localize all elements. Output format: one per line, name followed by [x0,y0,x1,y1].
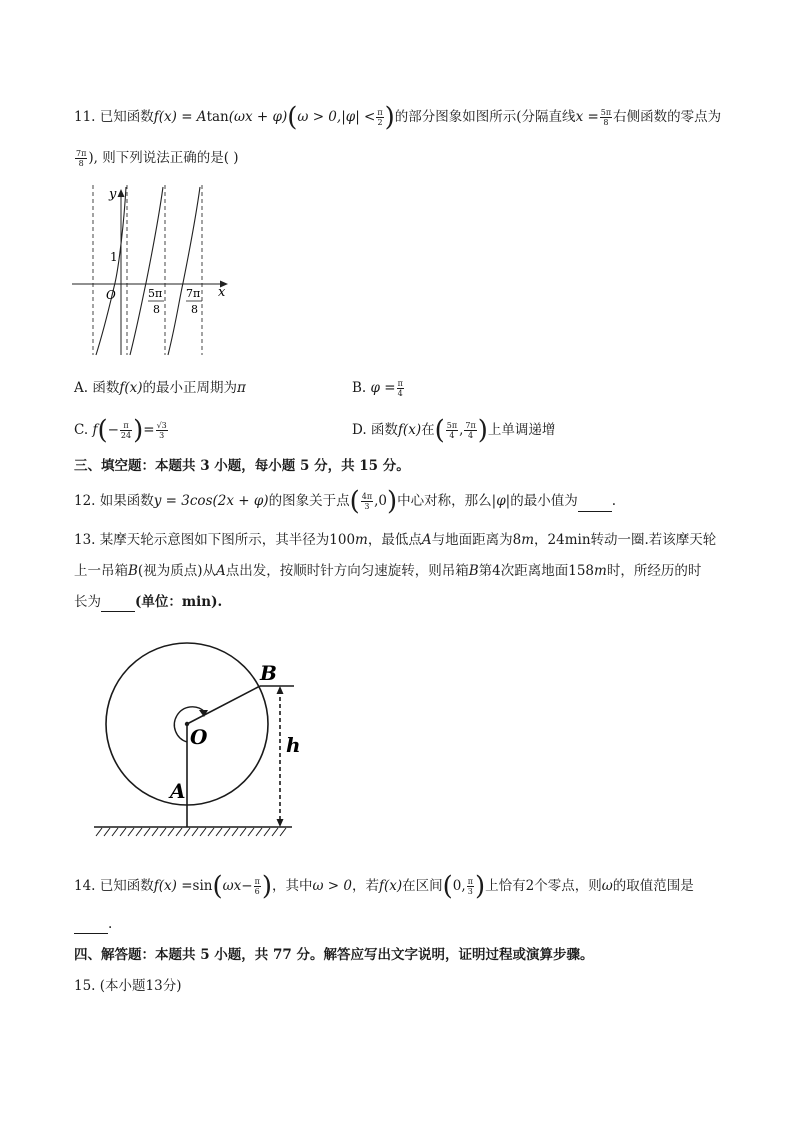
den: 8 [603,118,609,127]
q11-frac-pi2 [376,108,383,127]
q13-t: 时，所经历的时 [606,563,702,579]
den: 4 [468,431,474,440]
q11-f: f(x) = A [153,109,207,125]
tick-7pi8-den: 8 [191,303,198,316]
tan-graph [68,183,238,358]
paren: ( [442,871,453,902]
num: π [377,108,383,117]
den: 8 [78,159,84,168]
center-o-label: O [190,725,208,749]
num: π [467,877,473,886]
ground-hatching [96,828,286,836]
tick-5pi8-den: 8 [153,303,160,316]
option-d-pre: D. 函数 [352,422,398,438]
q11-tan: tan [206,109,229,125]
num: π [120,421,132,431]
option-a-pre: A. 函数 [74,380,120,396]
paren: ( [287,102,298,133]
q14-line2 [74,914,112,934]
q14-text2: ，其中 [271,878,313,894]
den: 3 [467,887,473,896]
paren: ) [261,871,272,902]
paren: ) [133,415,144,446]
option-c-val [156,421,168,440]
q14-int-frac [467,877,474,896]
num: 7π [465,421,476,430]
q14-cond: ω > 0 [312,878,352,894]
q13-t: ，最低点 [367,532,422,548]
option-d-post: 上单调递增 [487,422,556,438]
q12-text3: 中心对称，那么 [397,493,492,509]
x-label: x [218,285,226,300]
q13-t: min转动一圈.若该摩天轮 [564,532,717,548]
option-d-frac1 [446,421,458,440]
tan-branch [130,187,163,355]
q15-heading: 15. (本小题13分) [74,978,182,994]
q12-expr: y = 3cos(2x + φ) [153,493,269,509]
num: √3 [156,421,167,430]
ferris-wheel-figure [88,640,303,845]
one-label: 1 [110,250,118,264]
q13-t: 次距离地面 [500,563,569,579]
q13-line2 [74,561,701,581]
q13-point-b: B [128,563,138,579]
q11-option-d [352,415,556,446]
y-axis-arrow [118,189,125,197]
q14-fx: f(x) [378,878,403,894]
q12-end: . [611,493,616,509]
q11-line2 [74,148,239,168]
paren: ) [477,415,488,446]
q11-cond1: ω > 0, [297,109,342,125]
paren: ( [349,486,360,517]
option-c-eq: = [143,422,155,438]
den: 24 [120,431,132,440]
option-b-phi: φ = [370,380,396,396]
q13-count: 4 [492,563,501,579]
num: 7π [76,149,87,158]
option-d-comma: , [459,422,464,438]
q11-options-ab [74,378,246,398]
point-a-label: A [170,779,186,803]
section-4-heading: 四、解答题：本题共 5 小题，共 77 分。解答应写出文字说明，证明过程或演算步骤。 [74,947,594,963]
section-3-heading: 三、填空题：本题共 3 小题，每小题 5 分，共 15 分。 [74,458,410,474]
height-h-label: h [286,733,301,757]
paren: ) [384,102,395,133]
q13-t: 上一吊箱 [74,563,128,579]
paren: ( [212,871,223,902]
center-dot [185,722,189,726]
q11-option-c [74,415,169,446]
q12-abs: |φ| [491,493,511,509]
q11-xeq: x = [575,109,599,125]
q14-text1: 14. 已知函数 [74,878,154,894]
y-label: y [109,187,117,202]
q11-frac-7pi8 [75,149,87,168]
den: 3 [364,502,370,511]
num: π [254,877,260,886]
q14-text5: 上恰有2个零点，则 [485,878,602,894]
q13-unit: m [355,532,368,548]
q14-wx: ωx− [222,878,253,894]
option-c-neg: − [107,422,119,438]
q14-text3: ，若 [351,878,379,894]
option-a-f: f(x) [119,380,143,396]
paren: ) [474,871,486,902]
q11-option-b [352,378,405,398]
q13-t: 第 [478,563,493,579]
den: 2 [377,118,383,127]
den: 4 [449,431,455,440]
q14-text4: 在区间 [402,878,443,894]
paren: ) [386,486,398,517]
option-a-post: 的最小正周期为 [142,380,237,396]
q13-t: (视为质点)从 [137,563,216,579]
option-d-frac2 [464,421,476,440]
q11-frac-5pi8 [600,108,612,127]
option-a-pi: π [237,380,246,396]
den: 6 [254,887,260,896]
q13-unit-note: (单位：min). [135,594,223,610]
q11-text4: ), 则下列说法正确的是( ) [88,150,239,166]
q13-t: 长为 [74,594,101,610]
q14-int0: 0, [452,878,466,894]
q13-unit: m [594,563,607,579]
tick-7pi8-num: 7π [186,287,201,300]
q12-frac [361,492,373,511]
q14-omega: ω [601,878,613,894]
q13-t: ， [534,532,548,548]
option-c-pre: C. [74,422,89,438]
option-d-in: 在 [421,422,435,438]
den: 3 [159,431,165,440]
q11-cond2: |φ| < [341,109,376,125]
radius-ob [187,686,260,724]
q13-point-a: A [215,563,226,579]
q13-height158: 158 [568,563,595,579]
q13-point-b: B [468,563,479,579]
q13-period: 24 [547,532,565,548]
q11-text2: 的部分图象如图所示(分隔直线 [394,109,576,125]
q13-point-a: A [421,532,432,548]
q12-text2: 的图象关于点 [268,493,350,509]
q13-line3 [74,592,222,612]
q14-sin: sin [192,878,213,894]
paren: ( [434,415,445,446]
q11-line1 [74,102,722,133]
q13-t: 13. 某摩天轮示意图如下图所示，其半径为 [74,532,330,548]
q12-point: ,0 [374,493,387,509]
num: 5π [600,108,612,117]
q14-text6: 的取值范围是 [612,878,694,894]
origin-label: O [106,288,116,302]
q13-unit: m [521,532,535,548]
q14-f: f(x) = [153,878,193,894]
q11-arg: (ωx + φ) [228,109,288,125]
q14-frac [254,877,261,896]
option-b-pre: B. [352,380,367,396]
q12-text1: 12. 如果函数 [74,493,154,509]
q13-radius: 100 [329,532,356,548]
q14-line1 [74,871,694,902]
option-d-f: f(x) [397,422,422,438]
height-arrow-down [277,819,284,827]
q13-height: 8 [512,532,522,548]
num: 5π [446,421,458,430]
q14-end: . [108,916,113,932]
answer-blank [74,919,108,934]
q11-text3: 右侧函数的零点为 [613,109,722,125]
option-c-f: f [92,422,98,438]
tick-5pi8-num: 5π [148,287,163,300]
option-b-frac [397,379,404,398]
tan-branch [168,187,200,355]
q12-line [74,486,616,517]
answer-blank [578,497,612,512]
q13-t: 与地面距离为 [431,532,513,548]
q12-text4: 的最小值为 [510,493,578,509]
option-c-frac [120,421,132,440]
point-b-label: B [260,661,277,685]
num: 4π [361,492,373,501]
height-arrow-up [277,686,284,694]
num: π [397,379,403,388]
den: 4 [397,389,403,398]
q13-t: 点出发，按顺时针方向匀速旋转，则吊箱 [225,563,469,579]
q11-text: 11. 已知函数 [74,109,154,125]
paren: ( [97,415,108,446]
q13-line1 [74,530,716,550]
answer-blank [101,597,135,612]
